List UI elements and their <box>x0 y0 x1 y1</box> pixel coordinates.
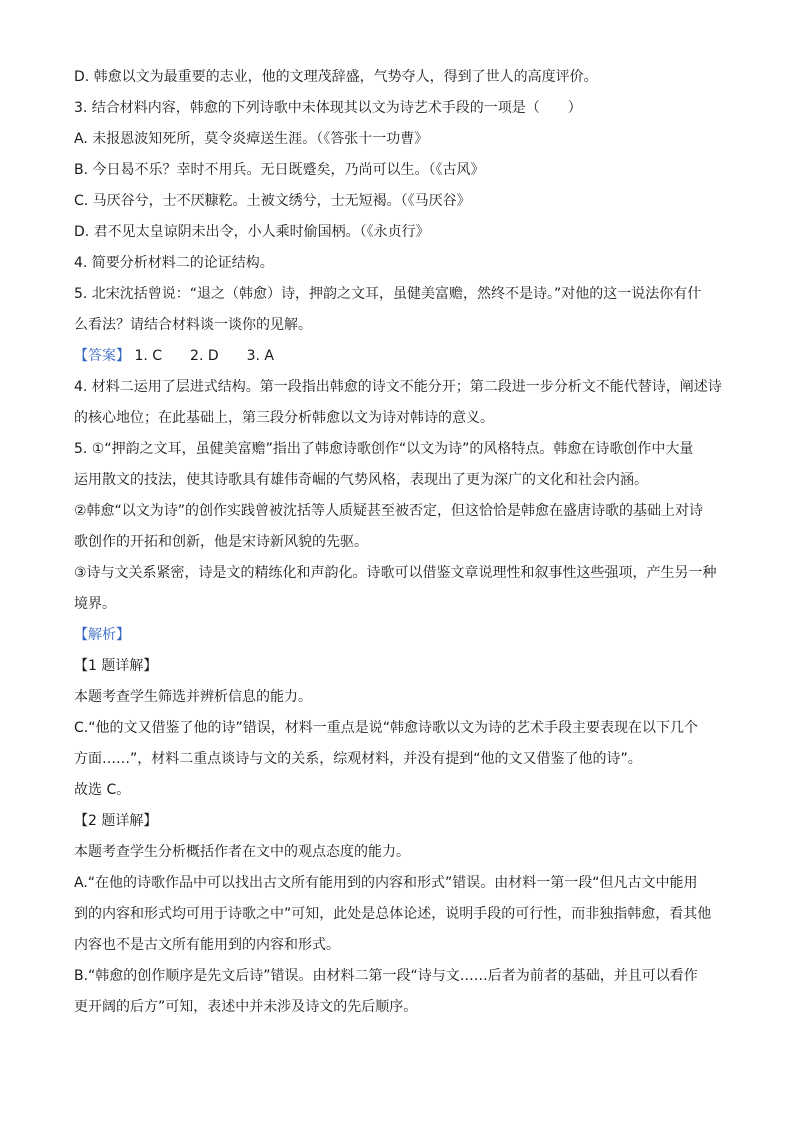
answer-5-line-2: 运用散文的技法，使其诗歌具有雄伟奇崛的气势风格，表现出了更为深广的文化和社会内涵。 <box>74 472 648 488</box>
analysis-label: 【解析】 <box>74 627 130 643</box>
section-2-line-4: B.“韩愈的创作顺序是先文后诗”错误。由材料二第一段“诗与文……后者为前者的基础，并且可以看作 <box>74 968 698 984</box>
section-1-conclusion: 故选 C。 <box>74 782 131 798</box>
answer-label: 【答案】 <box>74 348 130 364</box>
answer-5-line-4: 歌创作的开拓和创新，他是宋诗新风貌的先驱。 <box>74 534 368 550</box>
answer-4-line-1: 4. 材料二运用了层进式结构。第一段指出韩愈的诗文不能分开；第二段进一步分析文不能代替诗，阐述诗 <box>74 379 722 395</box>
option-b: B. 今日曷不乐？幸时不用兵。无日既蹙矣，乃尚可以生。（《古风》 <box>74 162 485 178</box>
section-2-line-1: A.“在他的诗歌作品中可以找出古文所有能用到的内容和形式”错误。由材料一第一段“但凡古文中能用 <box>74 875 698 891</box>
answer-5-line-6: 境界。 <box>74 596 116 612</box>
section-2-intro: 本题考查学生分析概括作者在文中的观点态度的能力。 <box>74 844 410 860</box>
option-d-line: D. 韩愈以文为最重要的志业，他的文理茂辞盛，气势夺人，得到了世人的高度评价。 <box>74 69 598 85</box>
answer-5-line-3: ②韩愈“以文为诗”的创作实践曾被沈括等人质疑甚至被否定，但这恰恰是韩愈在盛唐诗歌的基础上对诗 <box>74 503 704 519</box>
answer-row <box>74 341 730 372</box>
question-4: 4. 简要分析材料二的论证结构。 <box>74 255 274 271</box>
section-1-intro: 本题考查学生筛选并辨析信息的能力。 <box>74 689 312 705</box>
section-1-heading: 【1 题详解】 <box>74 658 158 674</box>
option-c: C. 马厌谷兮，士不厌糠籺。土被文绣兮，士无短褐。（《马厌谷》 <box>74 193 471 209</box>
section-1-line-1: C.“他的文又借鉴了他的诗”错误，材料一重点是说“韩愈诗歌以文为诗的艺术手段主要表现在以下几个 <box>74 720 698 736</box>
question-3: 3. 结合材料内容，韩愈的下列诗歌中未体现其以文为诗艺术手段的一项是（ ） <box>74 100 582 116</box>
document-page <box>74 62 730 1023</box>
section-2-line-3: 内容也不是古文所有能用到的内容和形式。 <box>74 937 340 953</box>
section-1-line-2: 方面……”，材料二重点谈诗与文的关系，综观材料，并没有提到“他的文又借鉴了他的诗”。 <box>74 751 642 767</box>
section-2-line-5: 更开阔的后方”可知，表述中并未涉及诗文的先后顺序。 <box>74 999 418 1015</box>
section-2-heading: 【2 题详解】 <box>74 813 158 829</box>
question-5-line-2: 么看法？请结合材料谈一谈你的见解。 <box>74 317 312 333</box>
option-a: A. 未报恩波知死所，莫令炎瘴送生涯。（《答张十一功曹》 <box>74 131 429 147</box>
answer-5-line-1: 5. ①“押韵之文耳，虽健美富赡”指出了韩愈诗歌创作“以文为诗”的风格特点。韩愈在诗歌创作中大量 <box>74 441 694 457</box>
answer-choices: 1. C 2. D 3. A <box>134 348 275 364</box>
option-d: D. 君不见太皇谅阴未出令，小人乘时偷国柄。（《永贞行》 <box>74 224 430 240</box>
question-5-line-1: 5. 北宋沈括曾说：“退之（韩愈）诗，押韵之文耳，虽健美富赡，然终不是诗。”对他的这一说法你有什 <box>74 286 702 302</box>
answer-4-line-2: 的核心地位；在此基础上，第三段分析韩愈以文为诗对韩诗的意义。 <box>74 410 494 426</box>
section-2-line-2: 到的内容和形式均可用于诗歌之中”可知，此处是总体论述，说明手段的可行性，而非独指韩愈，看其他 <box>74 906 712 922</box>
answer-5-line-5: ③诗与文关系紧密，诗是文的精练化和声韵化。诗歌可以借鉴文章说理性和叙事性这些强项，产生另一种 <box>74 565 717 581</box>
